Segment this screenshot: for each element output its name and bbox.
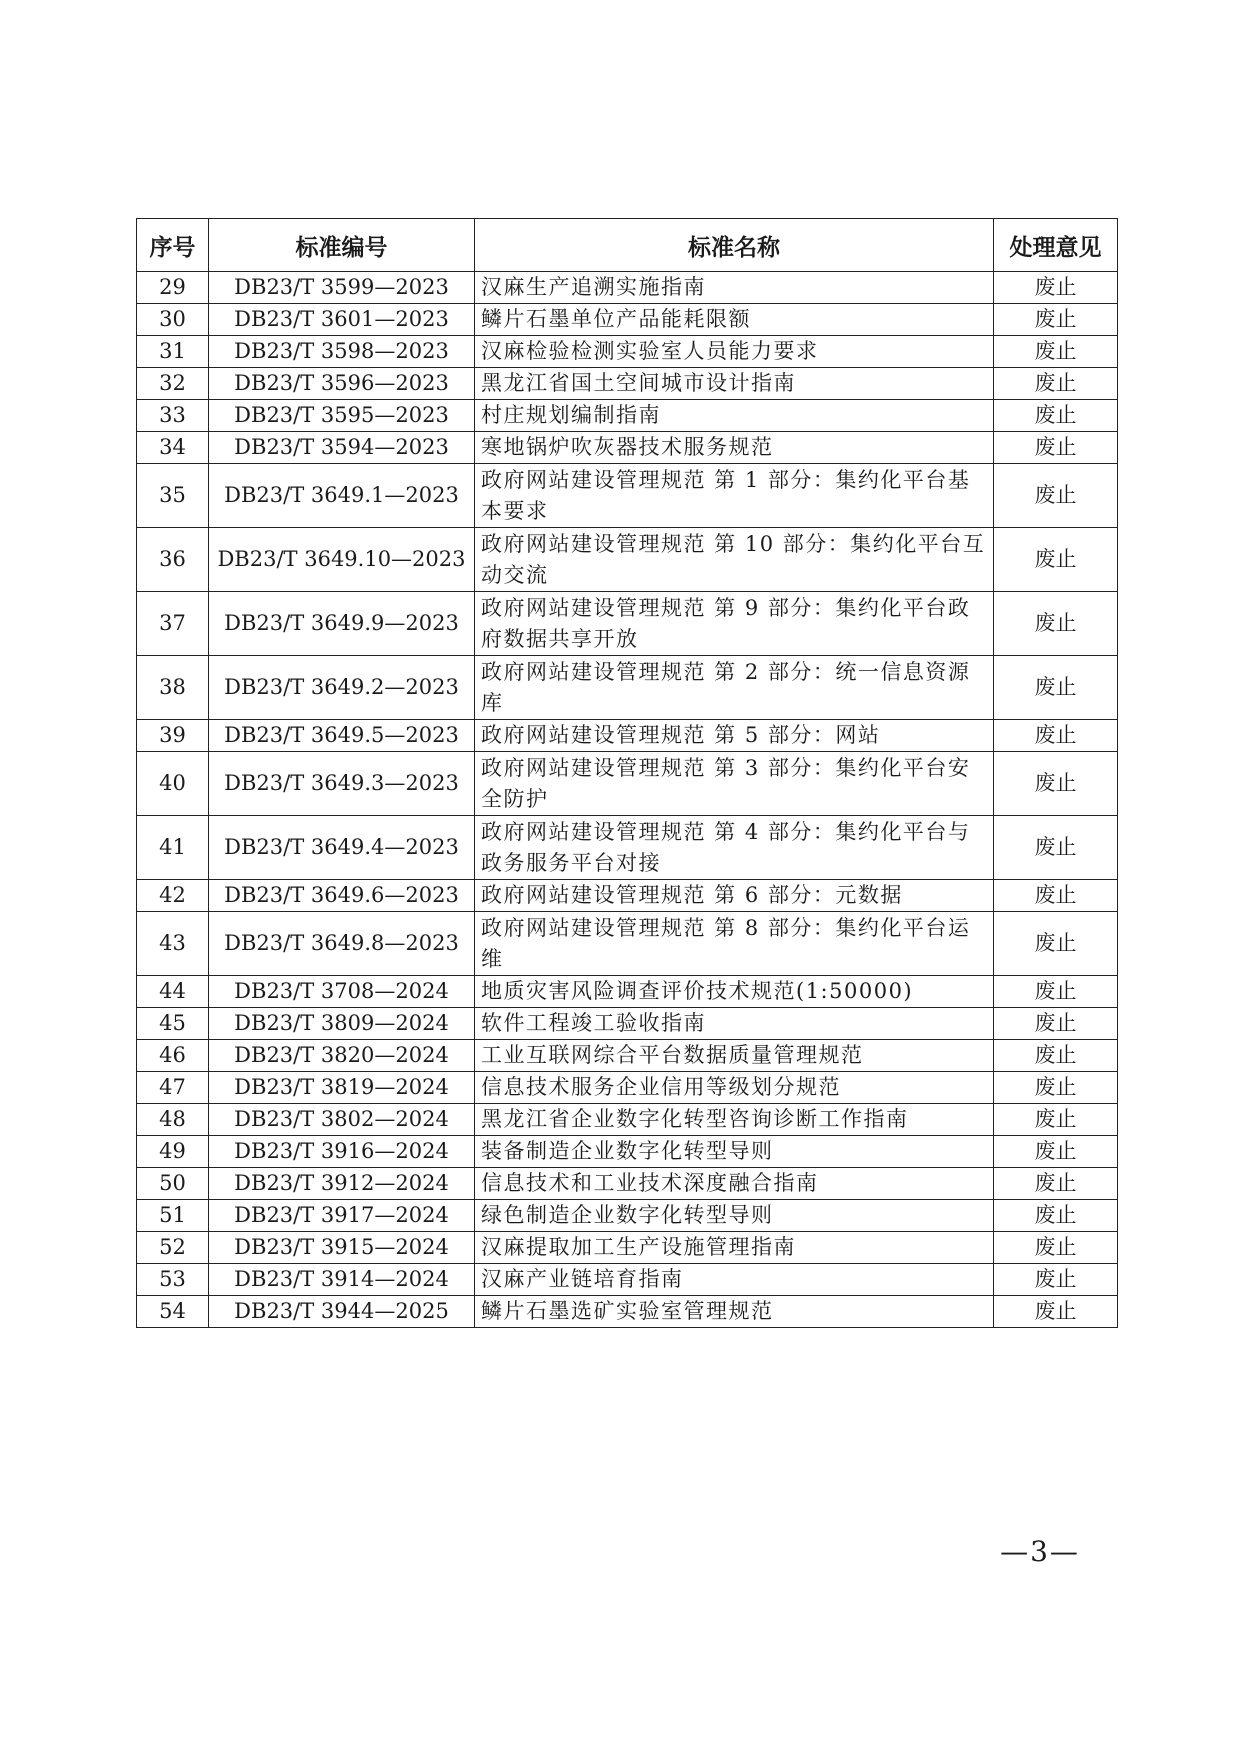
cell-standard-code: DB23/T 3708—2024 xyxy=(209,976,475,1008)
standards-table xyxy=(136,218,1118,1328)
cell-action: 废止 xyxy=(994,816,1118,880)
cell-standard-name: 寒地锅炉吹灰器技术服务规范 xyxy=(475,432,994,464)
cell-action: 废止 xyxy=(994,432,1118,464)
cell-serial-no: 51 xyxy=(137,1200,209,1232)
cell-serial-no: 54 xyxy=(137,1296,209,1328)
cell-serial-no: 32 xyxy=(137,368,209,400)
cell-standard-code: DB23/T 3649.10—2023 xyxy=(209,528,475,592)
table-row xyxy=(137,336,1118,368)
cell-standard-name: 政府网站建设管理规范 第 9 部分：集约化平台政府数据共享开放 xyxy=(475,592,994,656)
cell-standard-code: DB23/T 3916—2024 xyxy=(209,1136,475,1168)
cell-standard-name: 政府网站建设管理规范 第 4 部分：集约化平台与政务服务平台对接 xyxy=(475,816,994,880)
table-row xyxy=(137,976,1118,1008)
cell-action: 废止 xyxy=(994,1264,1118,1296)
cell-standard-code: DB23/T 3596—2023 xyxy=(209,368,475,400)
table-row xyxy=(137,272,1118,304)
cell-standard-code: DB23/T 3601—2023 xyxy=(209,304,475,336)
cell-action: 废止 xyxy=(994,528,1118,592)
cell-action: 废止 xyxy=(994,1136,1118,1168)
cell-standard-code: DB23/T 3599—2023 xyxy=(209,272,475,304)
cell-action: 废止 xyxy=(994,1040,1118,1072)
cell-standard-code: DB23/T 3912—2024 xyxy=(209,1168,475,1200)
table-row xyxy=(137,880,1118,912)
cell-standard-name: 政府网站建设管理规范 第 6 部分：元数据 xyxy=(475,880,994,912)
cell-action: 废止 xyxy=(994,1008,1118,1040)
table-row xyxy=(137,432,1118,464)
cell-standard-code: DB23/T 3595—2023 xyxy=(209,400,475,432)
cell-action: 废止 xyxy=(994,752,1118,816)
cell-action: 废止 xyxy=(994,464,1118,528)
table-row xyxy=(137,304,1118,336)
cell-standard-name: 鳞片石墨选矿实验室管理规范 xyxy=(475,1296,994,1328)
cell-serial-no: 36 xyxy=(137,528,209,592)
cell-standard-name: 政府网站建设管理规范 第 1 部分：集约化平台基本要求 xyxy=(475,464,994,528)
cell-serial-no: 29 xyxy=(137,272,209,304)
cell-serial-no: 39 xyxy=(137,720,209,752)
cell-action: 废止 xyxy=(994,880,1118,912)
cell-standard-code: DB23/T 3649.2—2023 xyxy=(209,656,475,720)
table-row xyxy=(137,1232,1118,1264)
table-body xyxy=(137,272,1118,1328)
header-standard-code: 标准编号 xyxy=(209,219,475,272)
cell-standard-code: DB23/T 3598—2023 xyxy=(209,336,475,368)
table-row xyxy=(137,592,1118,656)
cell-standard-name: 政府网站建设管理规范 第 2 部分：统一信息资源库 xyxy=(475,656,994,720)
cell-standard-code: DB23/T 3819—2024 xyxy=(209,1072,475,1104)
table-row xyxy=(137,464,1118,528)
cell-standard-code: DB23/T 3594—2023 xyxy=(209,432,475,464)
cell-serial-no: 37 xyxy=(137,592,209,656)
cell-standard-code: DB23/T 3649.5—2023 xyxy=(209,720,475,752)
table-row xyxy=(137,368,1118,400)
cell-action: 废止 xyxy=(994,656,1118,720)
cell-standard-name: 政府网站建设管理规范 第 10 部分：集约化平台互动交流 xyxy=(475,528,994,592)
cell-action: 废止 xyxy=(994,1296,1118,1328)
cell-standard-code: DB23/T 3820—2024 xyxy=(209,1040,475,1072)
cell-serial-no: 45 xyxy=(137,1008,209,1040)
cell-serial-no: 48 xyxy=(137,1104,209,1136)
cell-action: 废止 xyxy=(994,336,1118,368)
cell-standard-name: 黑龙江省企业数字化转型咨询诊断工作指南 xyxy=(475,1104,994,1136)
table-row xyxy=(137,1136,1118,1168)
cell-action: 废止 xyxy=(994,592,1118,656)
cell-standard-name: 政府网站建设管理规范 第 8 部分：集约化平台运维 xyxy=(475,912,994,976)
cell-serial-no: 52 xyxy=(137,1232,209,1264)
table-row xyxy=(137,1040,1118,1072)
cell-standard-code: DB23/T 3914—2024 xyxy=(209,1264,475,1296)
cell-standard-name: 装备制造企业数字化转型导则 xyxy=(475,1136,994,1168)
cell-action: 废止 xyxy=(994,720,1118,752)
table-row xyxy=(137,1104,1118,1136)
cell-action: 废止 xyxy=(994,1232,1118,1264)
cell-serial-no: 40 xyxy=(137,752,209,816)
cell-serial-no: 31 xyxy=(137,336,209,368)
cell-serial-no: 49 xyxy=(137,1136,209,1168)
cell-serial-no: 43 xyxy=(137,912,209,976)
table-row xyxy=(137,816,1118,880)
cell-standard-name: 鳞片石墨单位产品能耗限额 xyxy=(475,304,994,336)
table-row xyxy=(137,1264,1118,1296)
table-row xyxy=(137,1008,1118,1040)
cell-standard-name: 汉麻产业链培育指南 xyxy=(475,1264,994,1296)
cell-standard-name: 黑龙江省国土空间城市设计指南 xyxy=(475,368,994,400)
cell-serial-no: 35 xyxy=(137,464,209,528)
header-row xyxy=(137,219,1118,272)
cell-action: 废止 xyxy=(994,1104,1118,1136)
cell-standard-name: 信息技术和工业技术深度融合指南 xyxy=(475,1168,994,1200)
cell-action: 废止 xyxy=(994,304,1118,336)
cell-action: 废止 xyxy=(994,912,1118,976)
cell-standard-name: 政府网站建设管理规范 第 3 部分：集约化平台安全防护 xyxy=(475,752,994,816)
cell-standard-name: 绿色制造企业数字化转型导则 xyxy=(475,1200,994,1232)
cell-standard-name: 信息技术服务企业信用等级划分规范 xyxy=(475,1072,994,1104)
table-row xyxy=(137,1296,1118,1328)
cell-action: 废止 xyxy=(994,400,1118,432)
cell-standard-code: DB23/T 3649.8—2023 xyxy=(209,912,475,976)
table-row xyxy=(137,528,1118,592)
header-action: 处理意见 xyxy=(994,219,1118,272)
cell-standard-code: DB23/T 3649.1—2023 xyxy=(209,464,475,528)
cell-standard-name: 工业互联网综合平台数据质量管理规范 xyxy=(475,1040,994,1072)
table-row xyxy=(137,752,1118,816)
cell-action: 废止 xyxy=(994,1072,1118,1104)
cell-serial-no: 38 xyxy=(137,656,209,720)
table-row xyxy=(137,720,1118,752)
cell-action: 废止 xyxy=(994,368,1118,400)
header-standard-name: 标准名称 xyxy=(475,219,994,272)
cell-standard-name: 地质灾害风险调查评价技术规范(1:50000) xyxy=(475,976,994,1008)
cell-serial-no: 42 xyxy=(137,880,209,912)
cell-standard-name: 汉麻生产追溯实施指南 xyxy=(475,272,994,304)
cell-action: 废止 xyxy=(994,976,1118,1008)
table-row xyxy=(137,1072,1118,1104)
table-row xyxy=(137,912,1118,976)
cell-standard-name: 村庄规划编制指南 xyxy=(475,400,994,432)
cell-action: 废止 xyxy=(994,1200,1118,1232)
cell-standard-name: 汉麻提取加工生产设施管理指南 xyxy=(475,1232,994,1264)
cell-standard-code: DB23/T 3649.6—2023 xyxy=(209,880,475,912)
page-number: —3— xyxy=(1000,1535,1080,1568)
cell-serial-no: 47 xyxy=(137,1072,209,1104)
cell-serial-no: 30 xyxy=(137,304,209,336)
cell-serial-no: 44 xyxy=(137,976,209,1008)
cell-standard-name: 政府网站建设管理规范 第 5 部分：网站 xyxy=(475,720,994,752)
table-row xyxy=(137,1200,1118,1232)
cell-standard-name: 汉麻检验检测实验室人员能力要求 xyxy=(475,336,994,368)
cell-serial-no: 46 xyxy=(137,1040,209,1072)
cell-standard-code: DB23/T 3649.3—2023 xyxy=(209,752,475,816)
cell-standard-code: DB23/T 3917—2024 xyxy=(209,1200,475,1232)
cell-standard-code: DB23/T 3802—2024 xyxy=(209,1104,475,1136)
cell-action: 废止 xyxy=(994,272,1118,304)
table-header xyxy=(137,219,1118,272)
table-row xyxy=(137,400,1118,432)
cell-standard-code: DB23/T 3809—2024 xyxy=(209,1008,475,1040)
table-row xyxy=(137,1168,1118,1200)
cell-serial-no: 53 xyxy=(137,1264,209,1296)
cell-standard-code: DB23/T 3944—2025 xyxy=(209,1296,475,1328)
cell-standard-code: DB23/T 3915—2024 xyxy=(209,1232,475,1264)
table-row xyxy=(137,656,1118,720)
cell-standard-code: DB23/T 3649.4—2023 xyxy=(209,816,475,880)
cell-standard-code: DB23/T 3649.9—2023 xyxy=(209,592,475,656)
header-serial-no: 序号 xyxy=(137,219,209,272)
cell-serial-no: 34 xyxy=(137,432,209,464)
cell-serial-no: 50 xyxy=(137,1168,209,1200)
cell-standard-name: 软件工程竣工验收指南 xyxy=(475,1008,994,1040)
cell-action: 废止 xyxy=(994,1168,1118,1200)
cell-serial-no: 41 xyxy=(137,816,209,880)
cell-serial-no: 33 xyxy=(137,400,209,432)
